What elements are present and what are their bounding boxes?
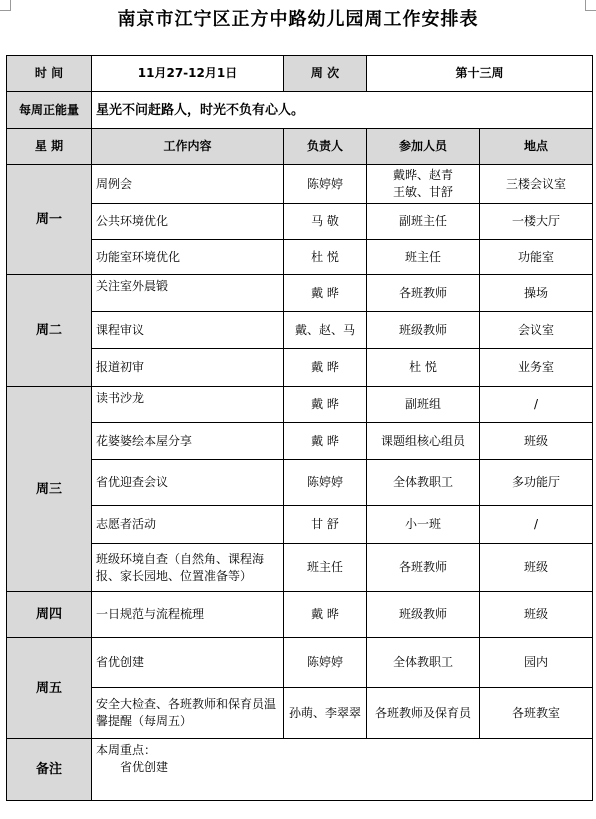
task-owner: 陈婷婷 <box>284 165 367 204</box>
table-row <box>7 240 593 275</box>
table-row <box>7 544 593 592</box>
info-row <box>7 56 593 92</box>
notes-label: 备注 <box>7 739 92 801</box>
table-row <box>7 423 593 460</box>
task-owner: 戴 晔 <box>284 349 367 387</box>
task-place: / <box>480 506 593 544</box>
task-content: 课程审议 <box>92 312 284 349</box>
task-participants: 小一班 <box>367 506 480 544</box>
task-place: / <box>480 387 593 423</box>
table-row <box>7 688 593 739</box>
task-participants: 各班教师 <box>367 275 480 312</box>
task-place: 一楼大厅 <box>480 204 593 240</box>
table-row <box>7 638 593 688</box>
table-row <box>7 592 593 638</box>
table-row <box>7 204 593 240</box>
notes-line-2: 省优创建 <box>120 760 169 774</box>
day-wednesday: 周三 <box>7 387 92 592</box>
task-owner: 戴、赵、马 <box>284 312 367 349</box>
col-place: 地点 <box>480 129 593 165</box>
task-content: 关注室外晨锻 <box>92 275 284 312</box>
table-row <box>7 349 593 387</box>
day-monday: 周一 <box>7 165 92 275</box>
task-participants: 班级教师 <box>367 312 480 349</box>
task-content: 周例会 <box>92 165 284 204</box>
table-row <box>7 275 593 312</box>
motto-label: 每周正能量 <box>7 92 92 129</box>
task-place: 各班教室 <box>480 688 593 739</box>
task-place: 班级 <box>480 592 593 638</box>
task-owner: 孙萌、李翠翠 <box>284 688 367 739</box>
task-content: 报道初审 <box>92 349 284 387</box>
task-owner: 戴 晔 <box>284 387 367 423</box>
motto-text: 星光不问赶路人，时光不负有心人。 <box>92 92 593 129</box>
task-content: 功能室环境优化 <box>92 240 284 275</box>
task-participants: 各班教师及保育员 <box>367 688 480 739</box>
task-participants: 班主任 <box>367 240 480 275</box>
task-place: 会议室 <box>480 312 593 349</box>
task-participants: 戴晔、赵青 王敏、甘舒 <box>367 165 480 204</box>
task-participants: 全体教职工 <box>367 460 480 506</box>
task-content: 省优迎查会议 <box>92 460 284 506</box>
task-owner: 陈婷婷 <box>284 638 367 688</box>
page-title: 南京市江宁区正方中路幼儿园周工作安排表 <box>117 9 479 30</box>
task-owner: 马 敬 <box>284 204 367 240</box>
task-content: 一日规范与流程梳理 <box>92 592 284 638</box>
task-owner: 戴 晔 <box>284 423 367 460</box>
task-content: 花婆婆绘本屋分享 <box>92 423 284 460</box>
task-place: 班级 <box>480 423 593 460</box>
day-thursday: 周四 <box>7 592 92 638</box>
week-label: 周 次 <box>284 56 367 92</box>
task-content: 省优创建 <box>92 638 284 688</box>
task-content: 安全大检查、各班教师和保育员温馨提醒（每周五） <box>92 688 284 739</box>
schedule-table <box>6 55 593 801</box>
task-owner: 甘 舒 <box>284 506 367 544</box>
date-range: 11月27-12月1日 <box>92 56 284 92</box>
task-owner: 陈婷婷 <box>284 460 367 506</box>
task-place: 多功能厅 <box>480 460 593 506</box>
task-participants: 全体教职工 <box>367 638 480 688</box>
day-tuesday: 周二 <box>7 275 92 387</box>
task-participants: 各班教师 <box>367 544 480 592</box>
task-place: 业务室 <box>480 349 593 387</box>
task-place: 园内 <box>480 638 593 688</box>
task-participants: 班级教师 <box>367 592 480 638</box>
task-owner: 戴 晔 <box>284 275 367 312</box>
col-day: 星 期 <box>7 129 92 165</box>
task-participants: 课题组核心组员 <box>367 423 480 460</box>
day-friday: 周五 <box>7 638 92 739</box>
notes-row <box>7 739 593 801</box>
notes-line-1: 本周重点： <box>96 743 157 757</box>
task-participants: 杜 悦 <box>367 349 480 387</box>
task-place: 操场 <box>480 275 593 312</box>
task-place: 功能室 <box>480 240 593 275</box>
task-owner: 班主任 <box>284 544 367 592</box>
table-row <box>7 165 593 204</box>
table-row <box>7 460 593 506</box>
table-row <box>7 506 593 544</box>
task-place: 班级 <box>480 544 593 592</box>
task-content: 班级环境自查（自然角、课程海报、家长园地、位置准备等） <box>92 544 284 592</box>
task-owner: 戴 晔 <box>284 592 367 638</box>
time-label: 时 间 <box>7 56 92 92</box>
motto-row <box>7 92 593 129</box>
notes-content <box>92 739 593 801</box>
col-owner: 负责人 <box>284 129 367 165</box>
task-owner: 杜 悦 <box>284 240 367 275</box>
table-row <box>7 387 593 423</box>
col-content: 工作内容 <box>92 129 284 165</box>
column-header-row <box>7 129 593 165</box>
col-participants: 参加人员 <box>367 129 480 165</box>
task-place: 三楼会议室 <box>480 165 593 204</box>
task-content: 志愿者活动 <box>92 506 284 544</box>
task-participants: 副班组 <box>367 387 480 423</box>
task-participants: 副班主任 <box>367 204 480 240</box>
task-content: 公共环境优化 <box>92 204 284 240</box>
table-row <box>7 312 593 349</box>
week-value: 第十三周 <box>367 56 593 92</box>
task-content: 读书沙龙 <box>92 387 284 423</box>
